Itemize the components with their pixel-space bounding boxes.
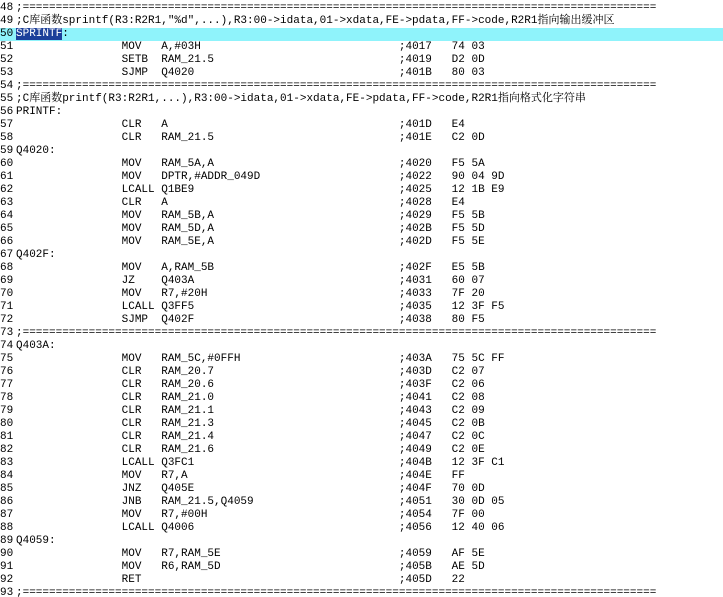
line-number: 77 <box>0 379 14 391</box>
code-line[interactable] <box>0 561 723 574</box>
line-text: ;================================================================================================ <box>16 2 657 14</box>
line-number: 76 <box>0 366 14 378</box>
line-number: 60 <box>0 158 14 170</box>
line-text: MOV DPTR,#ADDR_049D ;4022 90 04 9D <box>16 171 505 183</box>
code-line[interactable] <box>0 535 723 548</box>
line-number: 61 <box>0 171 14 183</box>
code-line[interactable] <box>0 379 723 392</box>
code-line[interactable] <box>0 119 723 132</box>
line-number: 81 <box>0 431 14 443</box>
line-number: 51 <box>0 41 14 53</box>
line-number: 92 <box>0 574 14 586</box>
line-text: CLR RAM_21.6 ;4049 C2 0E <box>16 444 485 456</box>
code-line[interactable] <box>0 106 723 119</box>
line-number: 59 <box>0 145 14 157</box>
code-line[interactable] <box>0 353 723 366</box>
line-number: 48 <box>0 2 14 14</box>
code-line[interactable] <box>0 41 723 54</box>
line-text: ;C库函数sprintf(R3:R2R1,"%d",...),R3:00->idata,01->xdata,FE->pdata,FF->code,R2R1指向输出缓冲区 <box>16 15 615 27</box>
code-line[interactable] <box>0 15 723 28</box>
line-text: ;C库函数printf(R3:R2R1,...),R3:00->idata,01->xdata,FE->pdata,FF->code,R2R1指向格式化字符串 <box>16 93 586 105</box>
line-number: 50 <box>0 28 14 40</box>
code-line[interactable] <box>0 470 723 483</box>
code-line[interactable] <box>0 392 723 405</box>
line-number: 52 <box>0 54 14 66</box>
code-line[interactable] <box>0 574 723 587</box>
code-line[interactable] <box>0 340 723 353</box>
line-number: 90 <box>0 548 14 560</box>
line-number: 62 <box>0 184 14 196</box>
line-text: CLR RAM_21.5 ;401E C2 0D <box>16 132 485 144</box>
line-text: CLR A ;401D E4 <box>16 119 465 131</box>
line-text-rest: : <box>62 28 69 40</box>
code-line[interactable] <box>0 54 723 67</box>
line-text: MOV RAM_5C,#0FFH ;403A 75 5C FF <box>16 353 505 365</box>
line-text: CLR RAM_21.3 ;4045 C2 0B <box>16 418 485 430</box>
line-text: CLR RAM_21.4 ;4047 C2 0C <box>16 431 485 443</box>
code-line[interactable] <box>0 444 723 457</box>
selected-text: SPRINTF <box>16 28 63 40</box>
code-line[interactable] <box>0 418 723 431</box>
line-text: Q403A: <box>16 340 56 352</box>
line-text <box>16 28 69 41</box>
code-line[interactable] <box>0 236 723 249</box>
line-number: 74 <box>0 340 14 352</box>
code-line[interactable] <box>0 67 723 80</box>
code-line[interactable] <box>0 314 723 327</box>
line-number: 67 <box>0 249 14 261</box>
line-number: 84 <box>0 470 14 482</box>
line-text: CLR RAM_21.0 ;4041 C2 08 <box>16 392 485 404</box>
line-number: 56 <box>0 106 14 118</box>
line-number: 85 <box>0 483 14 495</box>
code-line[interactable] <box>0 2 723 15</box>
code-line[interactable] <box>0 145 723 158</box>
code-line[interactable] <box>0 366 723 379</box>
line-number: 58 <box>0 132 14 144</box>
line-text: MOV A,RAM_5B ;402F E5 5B <box>16 262 485 274</box>
code-line[interactable] <box>0 262 723 275</box>
code-line[interactable] <box>0 197 723 210</box>
line-number: 79 <box>0 405 14 417</box>
line-number: 69 <box>0 275 14 287</box>
line-text: SETB RAM_21.5 ;4019 D2 0D <box>16 54 485 66</box>
line-number: 91 <box>0 561 14 573</box>
line-number: 55 <box>0 93 14 105</box>
line-number: 49 <box>0 15 14 27</box>
line-text: SJMP Q402F ;4038 80 F5 <box>16 314 485 326</box>
line-text: MOV R7,A ;404E FF <box>16 470 465 482</box>
code-line[interactable] <box>0 158 723 171</box>
line-number: 71 <box>0 301 14 313</box>
line-number: 88 <box>0 522 14 534</box>
line-text: ;================================================================================================ <box>16 80 657 92</box>
line-text: PRINTF: <box>16 106 63 118</box>
line-number: 53 <box>0 67 14 79</box>
code-line[interactable] <box>0 496 723 509</box>
line-text: LCALL Q3FC1 ;404B 12 3F C1 <box>16 457 505 469</box>
line-number: 82 <box>0 444 14 456</box>
line-text: LCALL Q4006 ;4056 12 40 06 <box>16 522 505 534</box>
line-text: MOV RAM_5D,A ;402B F5 5D <box>16 223 485 235</box>
code-line[interactable] <box>0 171 723 184</box>
line-number: 80 <box>0 418 14 430</box>
line-text: MOV R6,RAM_5D ;405B AE 5D <box>16 561 485 573</box>
line-number: 57 <box>0 119 14 131</box>
line-number: 78 <box>0 392 14 404</box>
line-text: LCALL Q1BE9 ;4025 12 1B E9 <box>16 184 505 196</box>
line-number: 70 <box>0 288 14 300</box>
line-text: JNB RAM_21.5,Q4059 ;4051 30 0D 05 <box>16 496 505 508</box>
line-number: 87 <box>0 509 14 521</box>
code-line[interactable] <box>0 548 723 561</box>
code-line[interactable] <box>0 457 723 470</box>
code-line[interactable] <box>0 431 723 444</box>
line-text: MOV R7,#00H ;4054 7F 00 <box>16 509 485 521</box>
line-text: MOV RAM_5A,A ;4020 F5 5A <box>16 158 485 170</box>
line-text: ;================================================================================================ <box>16 587 657 597</box>
line-text: Q4020: <box>16 145 56 157</box>
code-line[interactable] <box>0 405 723 418</box>
code-line[interactable] <box>0 275 723 288</box>
line-number: 89 <box>0 535 14 547</box>
line-number: 64 <box>0 210 14 222</box>
code-line[interactable] <box>0 327 723 340</box>
line-number: 86 <box>0 496 14 508</box>
code-line[interactable] <box>0 210 723 223</box>
line-number: 68 <box>0 262 14 274</box>
line-text: SJMP Q4020 ;401B 80 03 <box>16 67 485 79</box>
line-text: LCALL Q3FF5 ;4035 12 3F F5 <box>16 301 505 313</box>
current-line[interactable] <box>0 28 723 41</box>
code-line[interactable] <box>0 80 723 93</box>
line-number: 72 <box>0 314 14 326</box>
code-line[interactable] <box>0 522 723 535</box>
line-number: 73 <box>0 327 14 339</box>
line-text: Q402F: <box>16 249 56 261</box>
line-text: CLR RAM_20.7 ;403D C2 07 <box>16 366 485 378</box>
line-text: CLR RAM_21.1 ;4043 C2 09 <box>16 405 485 417</box>
line-text: ;================================================================================================ <box>16 327 657 339</box>
line-text: MOV RAM_5B,A ;4029 F5 5B <box>16 210 485 222</box>
code-line[interactable] <box>0 509 723 522</box>
line-number: 54 <box>0 80 14 92</box>
line-number: 75 <box>0 353 14 365</box>
line-text: MOV RAM_5E,A ;402D F5 5E <box>16 236 485 248</box>
line-number: 63 <box>0 197 14 209</box>
line-text: CLR A ;4028 E4 <box>16 197 465 209</box>
line-text: JZ Q403A ;4031 60 07 <box>16 275 485 287</box>
line-text: MOV A,#03H ;4017 74 03 <box>16 41 485 53</box>
line-number: 83 <box>0 457 14 469</box>
line-text: MOV R7,#20H ;4033 7F 20 <box>16 288 485 300</box>
code-line[interactable] <box>0 301 723 314</box>
line-number: 65 <box>0 223 14 235</box>
line-text: JNZ Q405E ;404F 70 0D <box>16 483 485 495</box>
code-line[interactable] <box>0 249 723 262</box>
line-text: RET ;405D 22 <box>16 574 465 586</box>
code-line[interactable] <box>0 184 723 197</box>
line-number: 93 <box>0 587 14 597</box>
code-line[interactable] <box>0 483 723 496</box>
line-text: MOV R7,RAM_5E ;4059 AF 5E <box>16 548 485 560</box>
code-line[interactable] <box>0 93 723 106</box>
line-text: CLR RAM_20.6 ;403F C2 06 <box>16 379 485 391</box>
line-text: Q4059: <box>16 535 56 547</box>
code-line[interactable] <box>0 223 723 236</box>
line-number: 66 <box>0 236 14 248</box>
code-line[interactable] <box>0 587 723 597</box>
code-line[interactable] <box>0 132 723 145</box>
code-line[interactable] <box>0 288 723 301</box>
